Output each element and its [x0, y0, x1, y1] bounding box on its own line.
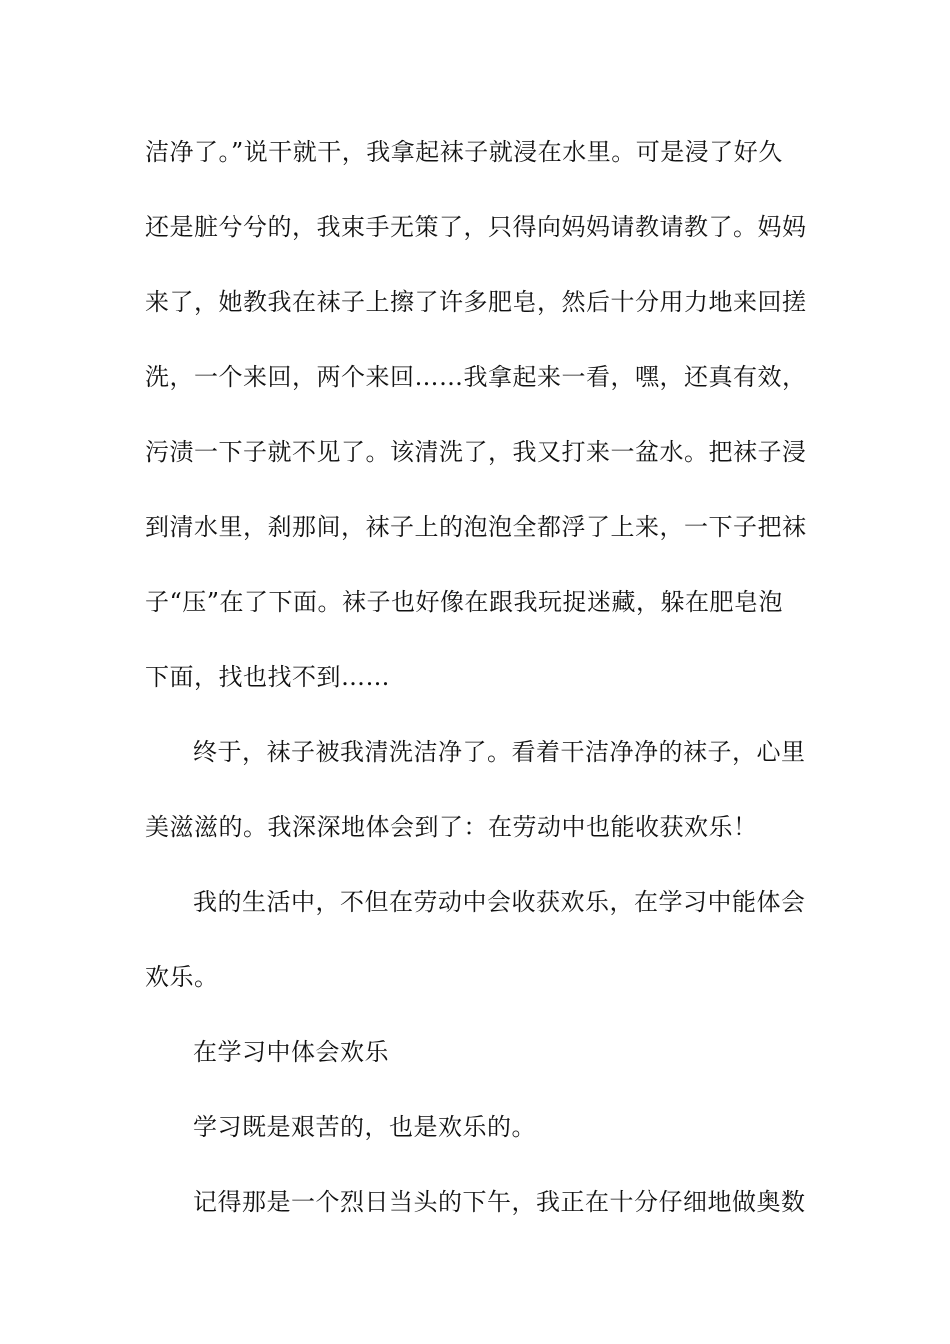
- paragraph-line: 学习既是艰苦的，也是欢乐的。: [193, 1113, 536, 1141]
- paragraph-line: 下面，找也找不到……: [145, 663, 390, 691]
- paragraph-line: 污渍一下子就不见了。该清洗了，我又打来一盆水。把袜子浸: [145, 438, 807, 466]
- paragraph-line: 还是脏兮兮的，我束手无策了，只得向妈妈请教请教了。妈妈: [145, 213, 807, 241]
- paragraph-line: 洗，一个来回，两个来回……我拿起来一看，嘿，还真有效，: [145, 363, 807, 391]
- paragraph-line: 记得那是一个烈日当头的下午，我正在十分仔细地做奥数: [193, 1188, 806, 1216]
- paragraph-line: 我的生活中，不但在劳动中会收获欢乐，在学习中能体会: [193, 888, 806, 916]
- paragraph-line: 到清水里，刹那间，袜子上的泡泡全都浮了上来，一下子把袜: [145, 513, 807, 541]
- section-heading: 在学习中体会欢乐: [193, 1038, 389, 1066]
- paragraph-line: 来了，她教我在袜子上擦了许多肥皂，然后十分用力地来回搓: [145, 288, 807, 316]
- paragraph-line: 美滋滋的。我深深地体会到了：在劳动中也能收获欢乐！: [145, 813, 758, 841]
- paragraph-line: 终于，袜子被我清洗洁净了。看着干洁净净的袜子，心里: [193, 738, 806, 766]
- paragraph-line: 子“压”在了下面。袜子也好像在跟我玩捉迷藏，躲在肥皂泡: [145, 588, 784, 616]
- paragraph-line: 洁净了。”说干就干，我拿起袜子就浸在水里。可是浸了好久: [145, 138, 783, 166]
- paragraph-line: 欢乐。: [145, 963, 219, 991]
